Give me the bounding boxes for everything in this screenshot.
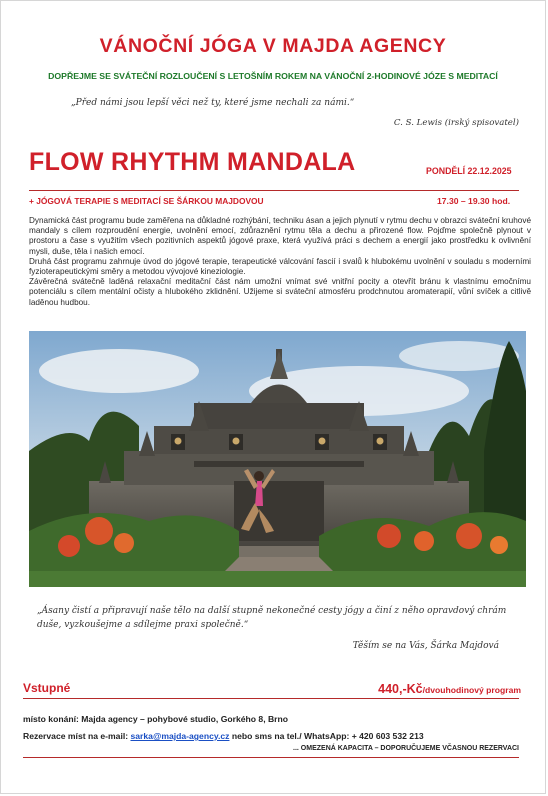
divider-bottom bbox=[23, 757, 519, 758]
description-paragraph: Druhá část programu zahrnuje úvod do jógové terapie, terapeutické válcování fascií i svalů k hlubokému uvolnění v souladu s moderními fyzioterapeutickými směry a metodou vývojové kineziologie. bbox=[29, 256, 531, 277]
price bbox=[378, 680, 521, 698]
divider-top bbox=[29, 190, 519, 191]
opening-quote: „Před námi jsou lepší věci než ty, které jsme nechali za námi.“ bbox=[71, 98, 355, 108]
page-subtitle: DOPŘEJME SE SVÁTEČNÍ ROZLOUČENÍ S LETOŠNÍM ROKEM NA VÁNOČNÍ 2-HODINOVÉ JÓZE S MEDITACÍ bbox=[48, 71, 498, 81]
price-label: Vstupné bbox=[23, 681, 71, 695]
program-description bbox=[29, 216, 531, 308]
session-subtitle: + JÓGOVÁ TERAPIE S MEDITACÍ SE ŠÁRKOU MAJDOVOU bbox=[29, 196, 264, 206]
closing-quote: „Ásany čistí a připravují naše tělo na další stupně nekonečné cesty jógy a činí z něho opravdový chrám duše, vyzkoušejme a sdílejme praxi společně.“ bbox=[37, 606, 507, 630]
event-name: FLOW RHYTHM MANDALA bbox=[29, 148, 356, 176]
opening-quote-author: C. S. Lewis (irský spisovatel) bbox=[393, 118, 519, 128]
closing-signature: Těším se na Vás, Šárka Majdová bbox=[352, 641, 499, 651]
page-title: VÁNOČNÍ JÓGA V MAJDA AGENCY bbox=[99, 35, 447, 57]
description-paragraph: Závěrečná svátečně laděná relaxační meditační část nám umožní vnímat své vnitřní pocity a otevřít bránu k vlastnímu emočnímu potenciálu s cílem mentální očisty a hlubokého zklidnění. Užijeme si sváteční atmosféru prodchnutou aromaterapií, vůní svíček a citlivě laděnou hudbou. bbox=[29, 277, 531, 307]
price-note: /dvouhodinový program bbox=[422, 685, 521, 695]
email-link[interactable]: sarka@majda-agency.cz bbox=[130, 731, 230, 741]
description-paragraph: Dynamická část programu bude zaměřena na důkladné rozhýbání, techniku ásan a jejich plynutí v rytmu dechu v obrazci sváteční kruhové mandaly s cílem rozproudění energie, uvolnění emocí, zdůraznění rytmu těla a dechu a přirozené flow. Pojďme společně plynout v prostoru a čase s využitím všech pozitivních aspektů jógové praxe, která využívá práci s dechem a energií jako prostředku k ovlivnění mysli, duše, těla i našich emocí. bbox=[29, 216, 531, 256]
venue-info: místo konání: Majda agency – pohybové studio, Gorkého 8, Brno bbox=[23, 714, 289, 724]
temple-yoga-photo bbox=[29, 331, 526, 587]
capacity-note: ... OMEZENÁ KAPACITA – DOPORUČUJEME VČASNOU REZERVACI bbox=[293, 745, 519, 752]
reservation-suffix: nebo sms na tel./ WhatsApp: + 420 603 532 213 bbox=[229, 731, 424, 741]
event-date: PONDĚLÍ 22.12.2025 bbox=[426, 166, 512, 176]
session-time: 17.30 – 19.30 hod. bbox=[437, 196, 511, 206]
reservation-info bbox=[23, 731, 424, 741]
reservation-prefix: Rezervace míst na e-mail: bbox=[23, 731, 131, 741]
divider-price bbox=[23, 698, 519, 699]
price-amount: 440,-Kč bbox=[378, 682, 423, 696]
